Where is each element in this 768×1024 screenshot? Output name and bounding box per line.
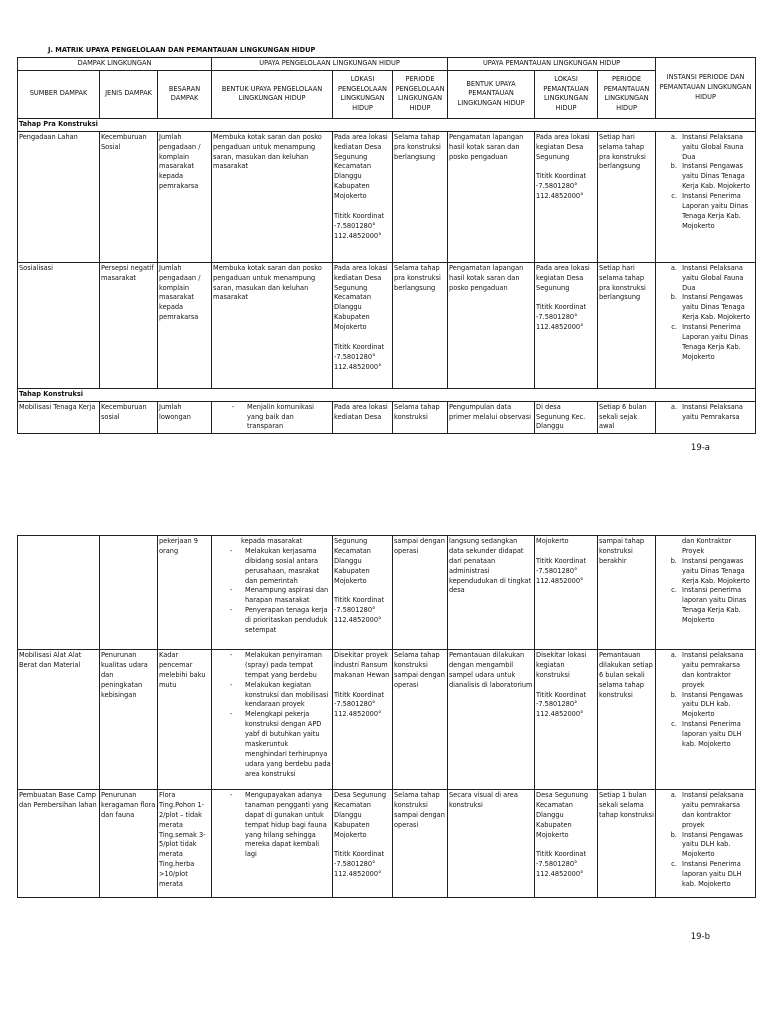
cell-lokasi-pantau: Disekitar lokasi kegiatan konstruksi Tititk Koordinat -7.5801280° 112.4852000° — [535, 650, 598, 790]
cell-pemantauan: Pengamatan lapangan hasil kotak saran dan posko pengaduan — [448, 262, 535, 388]
cell-besaran: Jumlah lowongan — [158, 401, 212, 434]
cell-instansi — [656, 790, 756, 898]
table-row — [18, 401, 756, 434]
cell-instansi — [656, 650, 756, 790]
header-lokasi-pemantauan: LOKASI PEMANTAUAN LINGKUNGAN HIDUP — [535, 70, 598, 118]
header-upaya-pemantauan: UPAYA PEMANTAUAN LINGKUNGAN HIDUP — [448, 58, 656, 71]
instansi-lead: dan Kontraktor Proyek — [682, 537, 732, 555]
cell-lokasi-pantau: Pada area lokasi kegiatan Desa Segunung Tititk Koordinat -7.5801280° 112.4852000° — [535, 262, 598, 388]
list-item: b. Instansi Pengawas yaitu Dinas Tenaga Kerja Kab. Mojokerto — [679, 162, 754, 192]
header-dampak: DAMPAK LINGKUNGAN — [18, 58, 212, 71]
bentuk-lead: kepada masarakat — [241, 537, 303, 545]
page-number: 19-a — [690, 443, 710, 453]
list-item: a. Instansi pelaksana yaitu pemrakarsa dan kontraktor proyek — [679, 791, 754, 831]
cell-periode-pantau: Pemantauan dilakukan setiap 6 bulan sekali selama tahap konstruksi — [598, 650, 656, 790]
list-item: c. Instansi Penerima Laporan yaitu Dinas Tenaga Kerja Kab. Mojokerto — [679, 192, 754, 232]
list-item: - Mengupayakan adanya tanaman pengganti yang dapat di gunakan untuk tempat hidup bagi fauna yang hilang sehingga mereka dapat kembali lagi — [241, 791, 331, 860]
cell-sumber: Sosialisasi — [18, 262, 100, 388]
cell-lokasi-pantau: Desa Segunung Kecamatan Dlanggu Kabupaten Mojokerto Tititk Koordinat -7.5801280° 112.4852000° — [535, 790, 598, 898]
table-row — [18, 790, 756, 898]
cell-pemantauan: Pengumpulan data primer melalui observasi — [448, 401, 535, 434]
header-sumber: SUMBER DAMPAK — [18, 70, 100, 118]
cell-sumber — [18, 536, 100, 650]
cell-besaran: Flora Ting.Pohon 1-2/plot – tidak merata Ting.semak 3-5/plot tidak merata Ting.herba >10/plot merata — [158, 790, 212, 898]
cell-besaran: pekerjaan 9 orang — [158, 536, 212, 650]
list-item: - Melakukan kerjasama dibidang sosial antara perusahaan, masrakat dan pemerintah — [241, 547, 331, 587]
cell-pemantauan: Secara visual di area konstruksi — [448, 790, 535, 898]
matrix-table-b — [17, 535, 756, 898]
cell-sumber: Pengadaan Lahan — [18, 131, 100, 262]
cell-periode: Selama tahap konstruksi sampai dengan operasi — [393, 790, 448, 898]
cell-lokasi-pantau: Pada area lokasi kegiatan Desa Segunung Tititk Koordinat -7.5801280° 112.4852000° — [535, 131, 598, 262]
header-bentuk-pengelolaan: BENTUK UPAYA PENGELOLAAN LINGKUNGAN HIDUP — [212, 70, 333, 118]
table-row — [18, 131, 756, 262]
cell-periode: Selama tahap pra konstruksi berlangsung — [393, 262, 448, 388]
cell-bentuk — [212, 790, 333, 898]
list-item: b. Instansi Pengawas yaitu DLH kab. Mojokerto — [679, 831, 754, 861]
cell-instansi — [656, 262, 756, 388]
header-upaya-pengelolaan: UPAYA PENGELOLAAN LINGKUNGAN HIDUP — [212, 58, 448, 71]
cell-lokasi-pantau: Mojokerto Tititk Koordinat -7.5801280° 112.4852000° — [535, 536, 598, 650]
cell-bentuk: Membuka kotak saran dan posko pengaduan untuk menampung saran, masukan dan keluhan masarakat — [212, 262, 333, 388]
cell-periode-pantau: Setiap 1 bulan sekali selama tahap konstruksi — [598, 790, 656, 898]
cell-periode: sampai dengan operasi — [393, 536, 448, 650]
cell-lokasi: Pada area lokasi kediatan Desa — [333, 401, 393, 434]
cell-periode-pantau: Setiap hari selama tahap pra konstruksi berlangsung — [598, 131, 656, 262]
list-item: - Melakukan penyiraman (spray) pada tempat tempat yang berdebu — [241, 651, 331, 681]
header-lokasi-pengelolaan: LOKASI PENGELOLAAN LINGKUNGAN HIDUP — [333, 70, 393, 118]
list-item: c. Instansi penerima laporan yaitu Dinas Tenaga Kerja Kab. Mojokerto — [679, 586, 754, 626]
list-item: b. Instansi Pengawas yaitu DLH kab. Mojokerto — [679, 691, 754, 721]
cell-besaran: Jumlah pengadaan / komplain masarakat kepada pemrakarsa — [158, 131, 212, 262]
matrix-table-a — [17, 57, 756, 434]
list-item: a. Instansi Pelaksana yaitu Global Fauna Dua — [679, 264, 754, 294]
cell-jenis: Kecemburuan sosial — [100, 401, 158, 434]
list-item: a. Instansi Pelaksana yaitu Global Fauna Dua — [679, 133, 754, 163]
table-row — [18, 536, 756, 650]
list-item: c. Instansi Penerima Laporan yaitu Dinas Tenaga Kerja Kab. Mojokerto — [679, 323, 754, 363]
cell-besaran: Jumlah pengadaan / komplain masarakat kepada pemrakarsa — [158, 262, 212, 388]
list-item: - Penyerapan tenaga kerja di prioritaskan penduduk setempat — [241, 606, 331, 636]
cell-periode-pantau: Setiap 6 bulan sekali sejak awal — [598, 401, 656, 434]
cell-sumber: Pembuatan Base Camp dan Pembersihan lahan — [18, 790, 100, 898]
section-pra-konstruksi: Tahap Pra Konstruksi — [18, 118, 756, 131]
section-konstruksi: Tahap Konstruksi — [18, 388, 756, 401]
list-item: c. Instansi Penerima laporan yaitu DLH kab. Mojokerto — [679, 860, 754, 890]
list-item: c. Instansi Penerima laporan yaitu DLH kab. Mojokerto — [679, 720, 754, 750]
header-periode-pengelolaan: PERIODE PENGELOLAAN LINGKUNGAN HIDUP — [393, 70, 448, 118]
cell-periode-pantau: Setiap hari selama tahap pra konstruksi berlangsung — [598, 262, 656, 388]
cell-sumber: Mobilisasi Alat Alat Berat dan Material — [18, 650, 100, 790]
cell-instansi — [656, 131, 756, 262]
cell-jenis: Kecemburuan Sosial — [100, 131, 158, 262]
cell-lokasi: Disekitar proyek industri Ransum makanan Hewan Tititk Koordinat -7.5801280° 112.4852000° — [333, 650, 393, 790]
cell-pemantauan: Pengamatan lapangan hasil kotak saran dan posko pengaduan — [448, 131, 535, 262]
cell-lokasi: Pada area lokasi kediatan Desa Segunung Kecamatan Dlanggu Kabupaten Mojokerto Tititk Koordinat -7.5801280° 112.4852000° — [333, 131, 393, 262]
cell-jenis — [100, 536, 158, 650]
cell-pemantauan: langsung sedangkan data sekunder didapat dari penataan administrasi kependudukan di tingkat desa — [448, 536, 535, 650]
page-title: J. MATRIK UPAYA PENGELOLAAN DAN PEMANTAUAN LINGKUNGAN HIDUP — [48, 46, 316, 54]
cell-bentuk: Membuka kotak saran dan posko pengaduan untuk menampung saran, masukan dan keluhan masarakat — [212, 131, 333, 262]
list-item: b. Instansi Pengawas yaitu Dinas Tenaga Kerja Kab. Mojokerto — [679, 293, 754, 323]
cell-bentuk — [212, 401, 333, 434]
list-item: b. Instansi pengawas yaitu Dinas Tenaga Kerja Kab. Mojokerto — [679, 557, 754, 587]
cell-pemantauan: Pemantauan dilakukan dengan mengambil sampel udara untuk dianalisis di laboratorium — [448, 650, 535, 790]
cell-besaran: Kadar pencemar melebihi baku mutu — [158, 650, 212, 790]
header-periode-pemantauan: PERIODE PEMANTAUAN LINGKUNGAN HIDUP — [598, 70, 656, 118]
cell-jenis: Persepsi negatif masarakat — [100, 262, 158, 388]
cell-bentuk — [212, 650, 333, 790]
list-item: - Melengkapi pekerja konstruksi dengan APD yabf di butuhkan yaitu maskeruntuk menghindari terhirupnya udara yang berdebu pada area konstruksi — [241, 710, 331, 779]
cell-periode-pantau: sampai tahap konstruksi berakhir — [598, 536, 656, 650]
cell-instansi — [656, 536, 756, 650]
cell-lokasi: Pada area lokasi kediatan Desa Segunung Kecamatan Dlanggu Kabupaten Mojokerto Tititk Koordinat -7.5801280° 112.4852000° — [333, 262, 393, 388]
cell-instansi — [656, 401, 756, 434]
header-jenis: JENIS DAMPAK — [100, 70, 158, 118]
cell-bentuk — [212, 536, 333, 650]
list-item: a. Instansi Pelaksana yaitu Pemrakarsa — [679, 403, 754, 423]
cell-lokasi: Segunung Kecamatan Dlanggu Kabupaten Mojokerto Tititk Koordinat -7.5801280° 112.4852000° — [333, 536, 393, 650]
cell-periode: Selama tahap konstruksi sampai dengan operasi — [393, 650, 448, 790]
cell-sumber: Mobilisasi Tenaga Kerja — [18, 401, 100, 434]
table-row — [18, 650, 756, 790]
list-item: - Menampung aspirasi dan harapan masarakat — [241, 586, 331, 606]
list-item: - Menjalin komunikasi yang baik dan transparan — [243, 403, 331, 433]
header-besaran: BESARAN DAMPAK — [158, 70, 212, 118]
list-item: - Melakukan kegiatan konstruksi dan mobilisasi kendaraan proyek — [241, 681, 331, 711]
table-row — [18, 262, 756, 388]
cell-periode: Selama tahap pra konstruksi berlangsung — [393, 131, 448, 262]
page-number: 19-b — [690, 932, 710, 942]
cell-lokasi-pantau: Di desa Segunung Kec. Dlanggu — [535, 401, 598, 434]
cell-lokasi: Desa Segunung Kecamatan Dlanggu Kabupaten Mojokerto Tititk Koordinat -7.5801280° 112.4852000° — [333, 790, 393, 898]
list-item: a. Instansi pelaksana yaitu pemrakarsa dan kontraktor proyek — [679, 651, 754, 691]
header-instansi: INSTANSI PERIODE DAN PEMANTAUAN LINGKUNGAN HIDUP — [656, 58, 756, 119]
header-bentuk-pemantauan: BENTUK UPAYA PEMANTAUAN LINGKUNGAN HIDUP — [448, 70, 535, 118]
cell-jenis: Penurunan kualitas udara dan peningkatan kebisingan — [100, 650, 158, 790]
cell-periode: Selama tahap konstruksi — [393, 401, 448, 434]
cell-jenis: Penurunan keragaman flora dan fauna — [100, 790, 158, 898]
